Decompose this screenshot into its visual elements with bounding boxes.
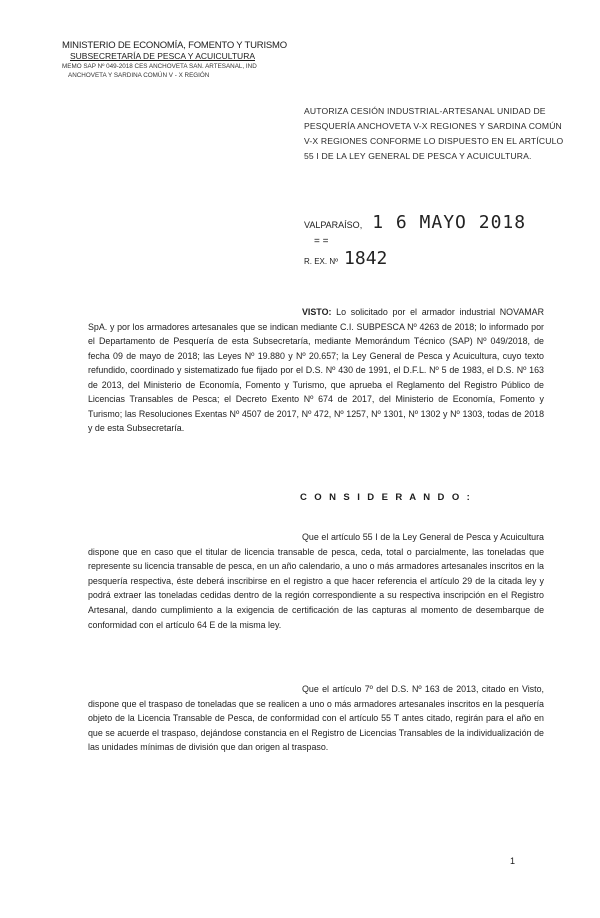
subsecretaria-name: SUBSECRETARÍA DE PESCA Y ACUICULTURA — [70, 51, 256, 61]
date-stamp: 1 6 MAYO 2018 — [372, 212, 527, 233]
visto-label: VISTO: — [302, 307, 332, 317]
considerando-paragraph-2: Que el artículo 7º del D.S. Nº 163 de 2013, citado en Visto, dispone que el traspaso de toneladas que se realicen a uno o más armadores artesanales inscritos en la pesquería objeto de la Licencia Transable de Pesca, de conformidad con el artículo 55 T antes citado, regirán para el año en que se acuerde el traspaso, dejándose constancia en el Registro de Licencias Transables de la individualización de las unidades mínimas de división que dan origen al traspaso. — [88, 684, 544, 753]
visto-text: Lo solicitado por el armador industrial NOVAMAR SpA. y por los armadores artesanales que se indican mediante C.I. SUBPESCA Nº 4263 de 2018; lo informado por el Departamento de Pesquería de esta Subsecretaría, mediante Memorándum Técnico (SAP) Nº 049/2018, de fecha 09 de mayo de 2018; las Leyes Nº 19.880 y Nº 20.657; la Ley General de Pesca y Acuicultura, cuyo texto refundido, coordinado y sistematizado fue fijado por el D.S. Nº 430 de 1991, el D.F.L. Nº 5 de 1983, el D.S. Nº 163 de 2013, del Ministerio de Economía, Fomento y Turismo, que aprueba el Reglamento del Registro Público de Licencias Transables de Pesca; el Decreto Exento Nº 674 de 2017, del Ministerio de Economía, Fomento y Turismo; las Resoluciones Exentas Nº 4507 de 2017, Nº 472, Nº 1257, Nº 1301, Nº 1302 y Nº 1303, todas de 2018 y de esta Subsecretaría. — [88, 307, 544, 433]
considerando-paragraph-1: Que el artículo 55 I de la Ley General de Pesca y Acuicultura dispone que en caso que el titular de licencia transable de pesca, ceda, total o parcialmente, las toneladas que represente su licencia transable de pesca, en un año calendario, a uno o más armadores artesanales inscritos en la pesquería respectiva, éste deberá inscribirse en el registro a que hacer referencia el artículo 29 de la citada ley y podrá extraer las toneladas cedidas dentro de la región correspondiente a su respectiva inscripción en el Registro Artesanal, dando cumplimiento a la exigencia de certificación de las capturas al momento de desembarque de conformidad con el artículo 64 E de la misma ley. — [88, 532, 544, 630]
resolution-subject: AUTORIZA CESIÓN INDUSTRIAL-ARTESANAL UNIDAD DE PESQUERÍA ANCHOVETA V-X REGIONES Y SARDINA COMÚN V-X REGIONES CONFORME LO DISPUESTO EN EL ARTÍCULO 55 I DE LA LEY GENERAL DE PESCA Y ACUICULTURA. — [304, 106, 564, 161]
resolution-dash: = = — [314, 236, 329, 247]
reference-line: MEMO SAP Nº 049-2018 CES ANCHOVETA SAN. ARTESANAL, IND — [62, 63, 257, 70]
date-line — [304, 212, 526, 233]
resolution-number: 1842 — [344, 248, 388, 269]
reference-line-2: ANCHOVETA Y SARDINA COMÚN V - X REGIÓN — [68, 72, 210, 79]
page-number: 1 — [510, 856, 516, 866]
letterhead — [62, 40, 287, 80]
resolution-label: R. EX. Nº — [304, 257, 339, 266]
resolution-number-line — [304, 236, 388, 269]
considerando-heading: C O N S I D E R A N D O : — [300, 492, 473, 503]
visto-paragraph — [88, 305, 544, 436]
date-place: VALPARAÍSO, — [304, 220, 363, 230]
ministry-name: MINISTERIO DE ECONOMÍA, FOMENTO Y TURISMO — [62, 40, 287, 51]
